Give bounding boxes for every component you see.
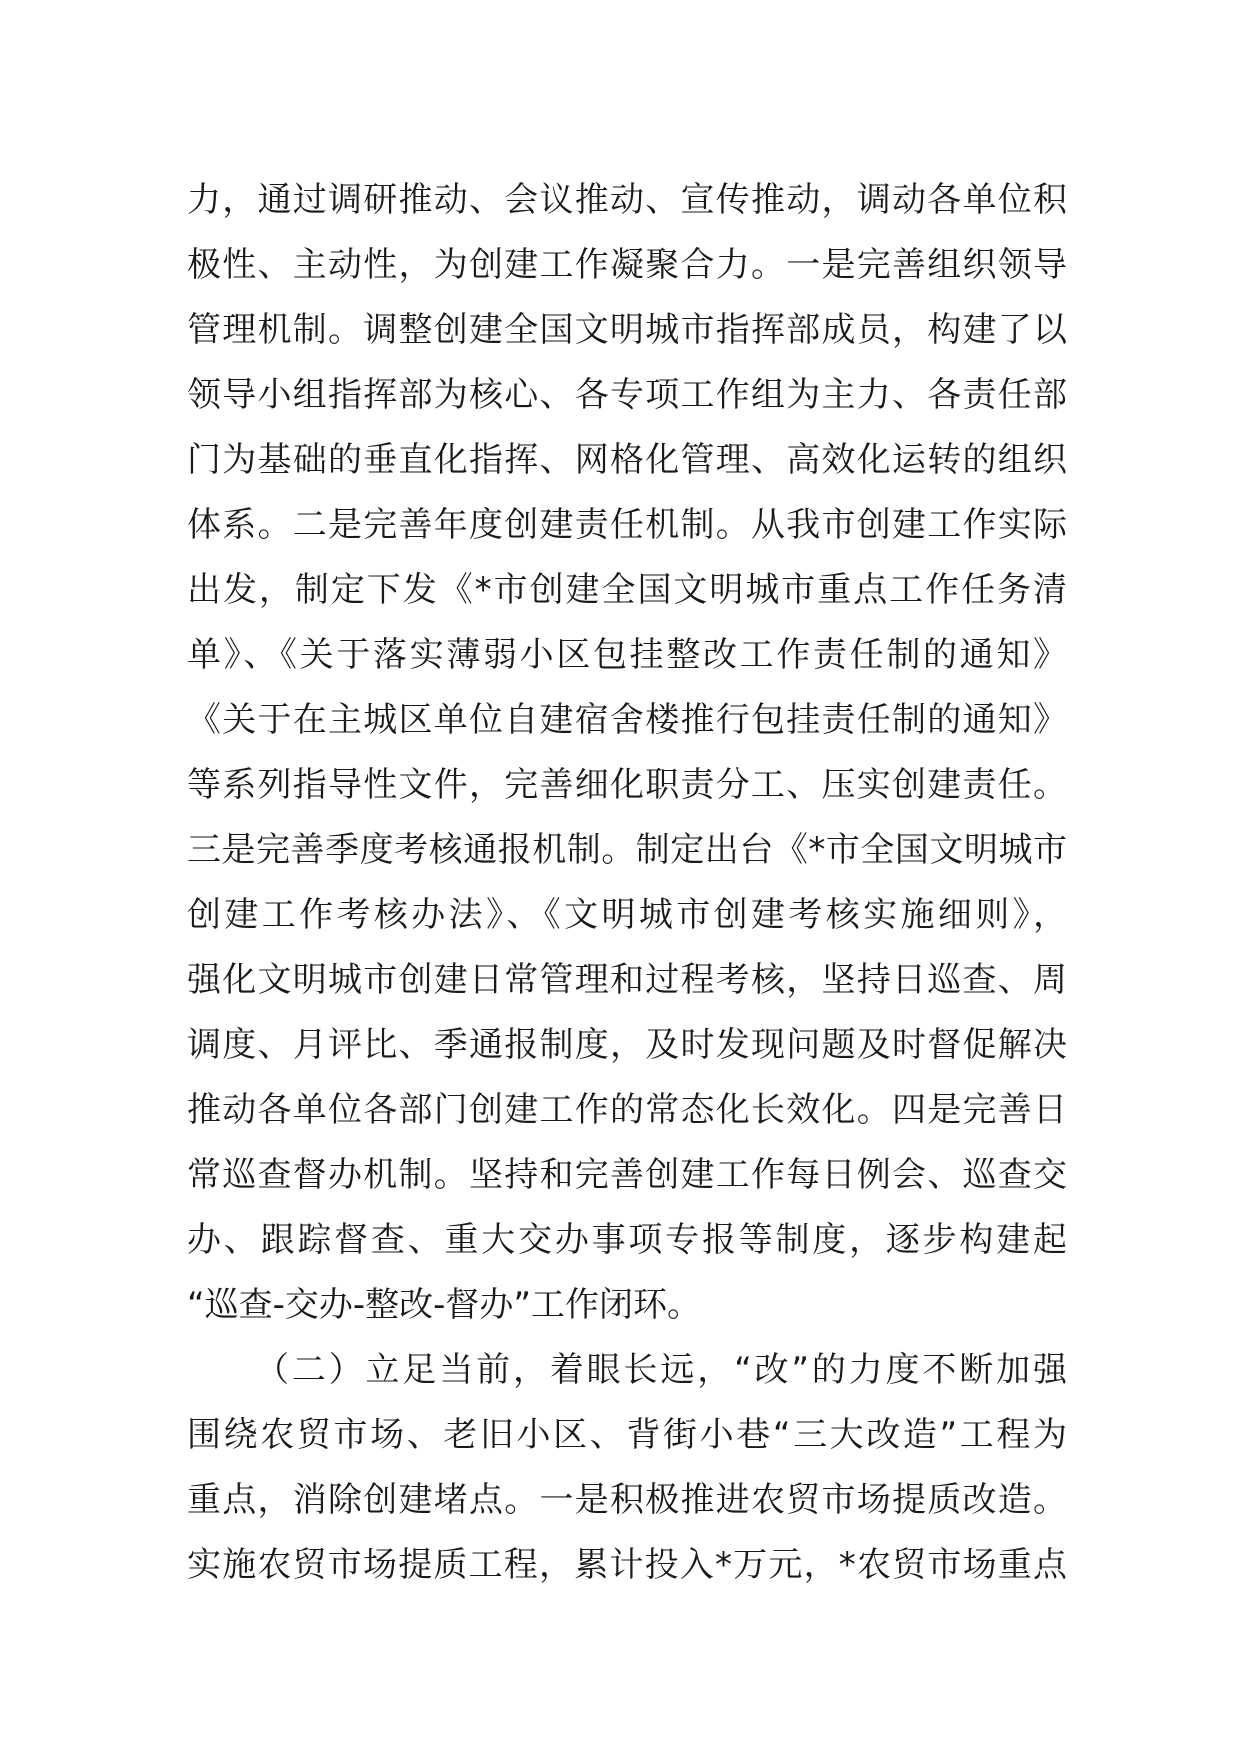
text-line: 围绕农贸市场、老旧小区、背街小巷“三大改造”工程为 (187, 1415, 1067, 1455)
text-line: 强化文明城市创建日常管理和过程考核，坚持日巡查、周 (187, 960, 1067, 1000)
text-line: 门为基础的垂直化指挥、网格化管理、高效化运转的组织 (187, 440, 1067, 480)
text-line: 三是完善季度考核通报机制。制定出台《*市全国文明城市 (187, 830, 1067, 870)
text-line: 实施农贸市场提质工程，累计投入*万元，*农贸市场重点 (187, 1545, 1067, 1585)
body-text (187, 168, 1067, 1598)
text-line: 管理机制。调整创建全国文明城市指挥部成员，构建了以 (187, 310, 1067, 350)
text-line: 办、跟踪督查、重大交办事项专报等制度，逐步构建起 (187, 1220, 1067, 1260)
text-line: 领导小组指挥部为核心、各专项工作组为主力、各责任部 (187, 375, 1067, 415)
text-line: 极性、主动性，为创建工作凝聚合力。一是完善组织领导 (187, 245, 1067, 285)
text-line: 创建工作考核办法》、《文明城市创建考核实施细则》， (187, 895, 1067, 935)
text-line: 力，通过调研推动、会议推动、宣传推动，调动各单位积 (187, 180, 1067, 220)
text-line: 重点，消除创建堵点。一是积极推进农贸市场提质改造。 (187, 1480, 1067, 1520)
text-line: 体系。二是完善年度创建责任机制。从我市创建工作实际 (187, 505, 1067, 545)
text-line: 等系列指导性文件，完善细化职责分工、压实创建责任。 (187, 765, 1067, 805)
text-line: “巡查-交办-整改-督办”工作闭环。 (187, 1285, 702, 1325)
text-line: 《关于在主城区单位自建宿舍楼推行包挂责任制的通知》 (187, 700, 1067, 740)
text-line: 常巡查督办机制。坚持和完善创建工作每日例会、巡查交 (187, 1155, 1067, 1195)
text-line: 出发，制定下发《*市创建全国文明城市重点工作任务清 (187, 570, 1067, 610)
text-line: 单》、《关于落实薄弱小区包挂整改工作责任制的通知》 (187, 635, 1067, 675)
text-line: 调度、月评比、季通报制度，及时发现问题及时督促解决 (187, 1025, 1067, 1065)
section-heading: （二）立足当前，着眼长远，“改”的力度不断加强 (255, 1350, 1067, 1390)
text-line: 推动各单位各部门创建工作的常态化长效化。四是完善日 (187, 1090, 1067, 1130)
